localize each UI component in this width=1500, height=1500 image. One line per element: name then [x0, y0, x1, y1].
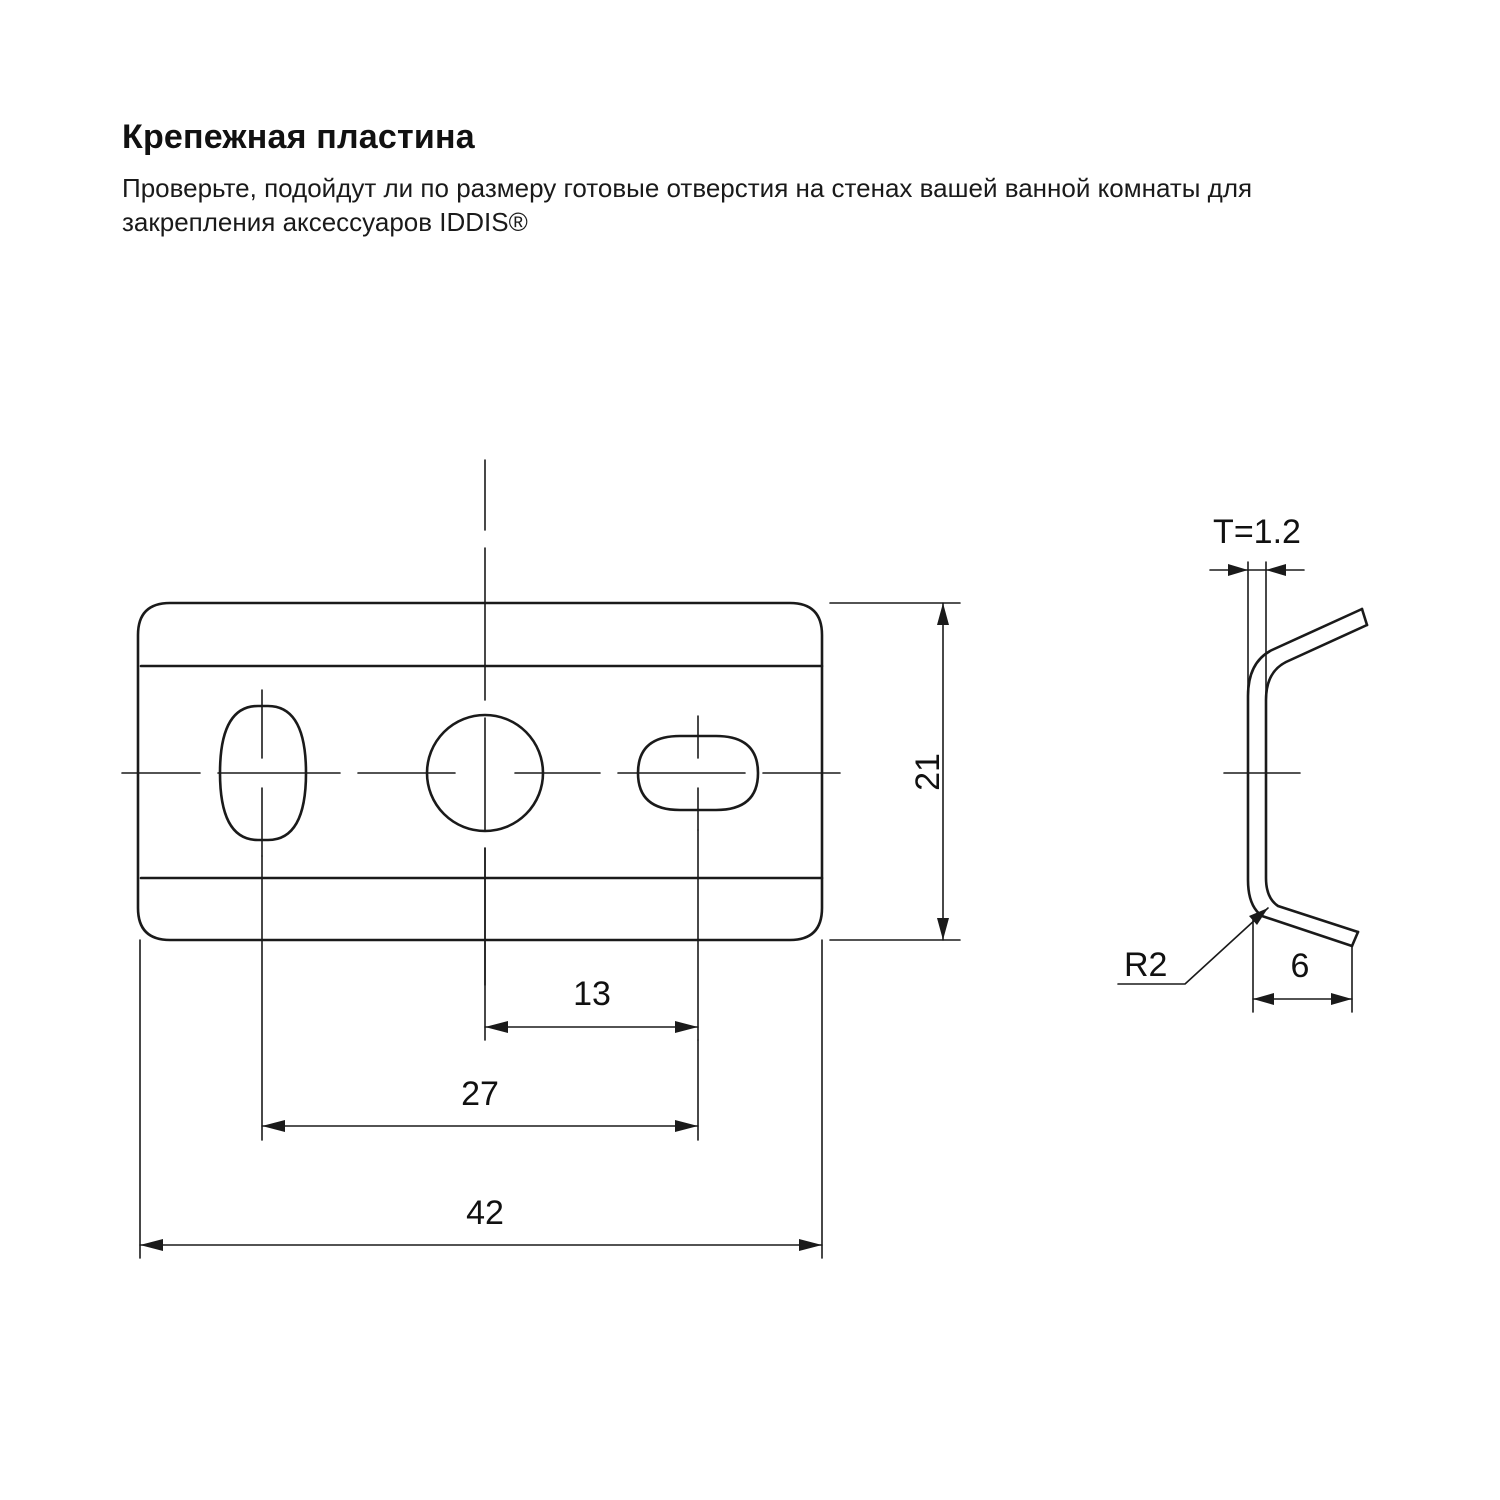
dim-label-42: 42 — [466, 1194, 504, 1232]
profile-end-cap-bottom — [1352, 932, 1358, 946]
arrow-6-right — [1331, 993, 1352, 1005]
arrow-27-right — [675, 1120, 698, 1132]
dim-label-6: 6 — [1290, 947, 1310, 985]
profile-end-cap-top — [1362, 609, 1367, 625]
arrow-21-bottom — [937, 918, 949, 940]
arrow-t-left — [1228, 564, 1248, 576]
dimension-height-21 — [830, 603, 960, 940]
dimension-13 — [485, 830, 698, 1040]
arrow-t-right — [1266, 564, 1286, 576]
arrow-6-left — [1253, 993, 1274, 1005]
arrow-42-right — [799, 1239, 822, 1251]
arrow-13-left — [485, 1021, 508, 1033]
arrow-21-top — [937, 603, 949, 625]
dim-label-r2: R2 — [1124, 946, 1168, 984]
dim-label-13: 13 — [573, 975, 611, 1013]
dim-label-27: 27 — [461, 1075, 499, 1113]
plate-outline — [138, 603, 822, 940]
profile-inner-edge — [1266, 625, 1367, 932]
page-subtitle: Проверьте, подойдут ли по размеру готовые отверстия на стенах вашей ванной комнаты для закрепления аксессуаров IDDIS® — [122, 173, 1253, 238]
arrow-13-right — [675, 1021, 698, 1033]
arrow-42-left — [140, 1239, 163, 1251]
dim-label-21: 21 — [908, 753, 947, 791]
dimension-27 — [262, 856, 698, 1140]
page-title: Крепежная пластина — [122, 118, 475, 156]
arrow-27-left — [262, 1120, 285, 1132]
dim-label-thickness: T=1.2 — [1213, 513, 1301, 551]
dimension-radius — [1118, 908, 1268, 984]
dimension-base-6 — [1253, 918, 1352, 1012]
dimension-thickness — [1210, 513, 1304, 700]
front-view-plate — [138, 603, 822, 940]
